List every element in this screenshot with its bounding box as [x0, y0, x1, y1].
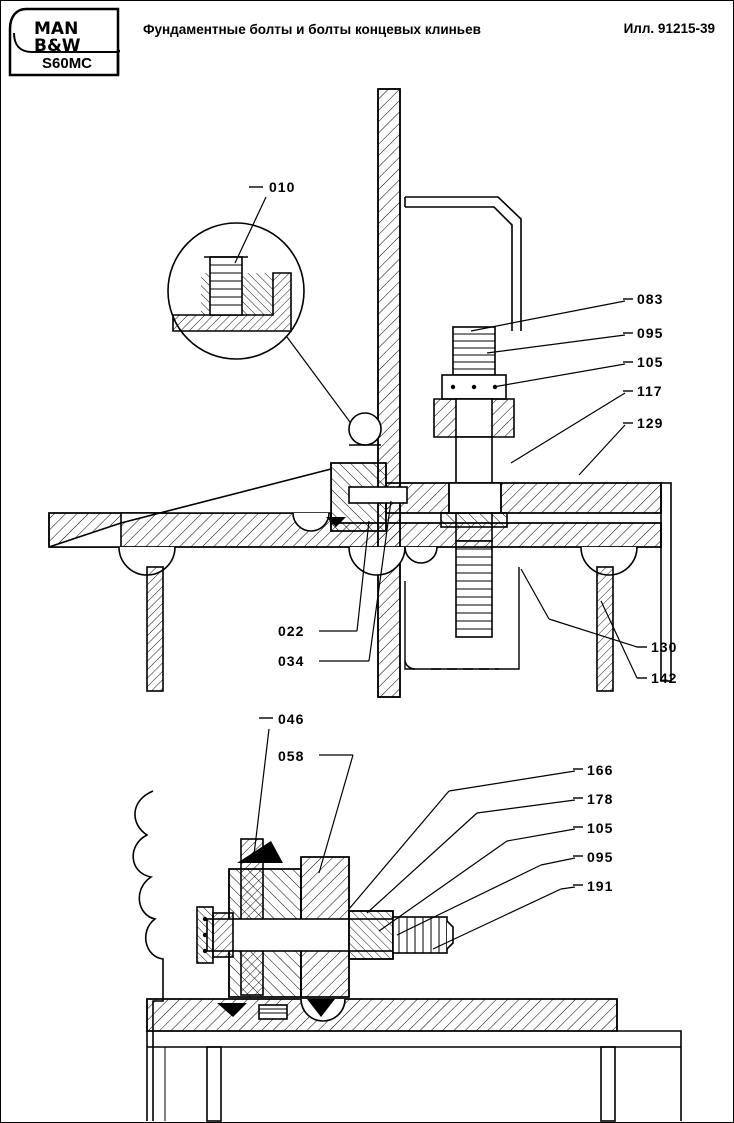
callout-095-lower: 095 [587, 849, 614, 865]
illustration-number: Илл. 91215-39 [623, 21, 715, 36]
upper-assembly [49, 89, 671, 697]
callout-083: 083 [637, 291, 664, 307]
callout-142: 142 [651, 670, 678, 686]
callout-010: 010 [269, 179, 296, 195]
callout-105-lower: 105 [587, 820, 614, 836]
logo-engine-model: S60MC [42, 55, 93, 72]
callout-022: 022 [278, 623, 305, 639]
lower-assembly [133, 729, 681, 1121]
callout-129: 129 [637, 415, 664, 431]
callout-178: 178 [587, 791, 614, 807]
callout-105: 105 [637, 354, 664, 370]
logo-text-man: MAN [34, 19, 79, 39]
callout-034: 034 [278, 653, 305, 669]
callout-046: 046 [278, 711, 305, 727]
callout-117: 117 [637, 383, 663, 399]
logo-text-bw: B&W [34, 36, 81, 56]
callout-166: 166 [587, 762, 614, 778]
callout-095: 095 [637, 325, 664, 341]
callout-191: 191 [587, 878, 614, 894]
callout-058: 058 [278, 748, 305, 764]
technical-drawing [1, 1, 734, 1123]
page-title: Фундаментные болты и болты концевых клиньев [143, 22, 481, 37]
callout-130: 130 [651, 639, 678, 655]
